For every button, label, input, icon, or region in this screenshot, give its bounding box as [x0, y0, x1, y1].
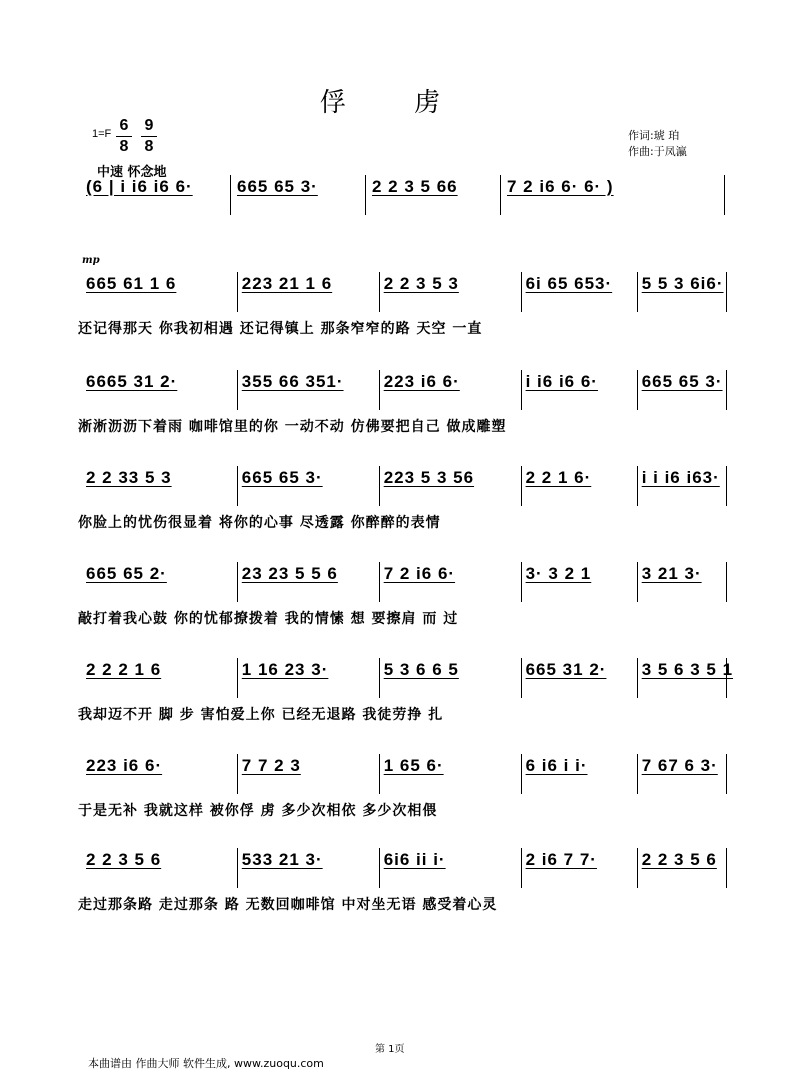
lyricist: 作词:琥 珀	[628, 129, 680, 142]
notes: (6 | i i6 i6 6·	[86, 177, 193, 196]
barline	[726, 370, 727, 410]
notes: 7 2 i6 6· 6· )	[507, 177, 614, 196]
measure	[637, 562, 727, 602]
notes: 665 31 2·	[525, 660, 607, 679]
score-system	[82, 272, 727, 312]
lyric-line: 走过那条路 走过那条 路 无数回咖啡馆 中对坐无语 感受着心灵	[78, 897, 498, 913]
notes: 3 21 3·	[641, 564, 702, 583]
score-system	[82, 370, 727, 410]
notes: 2 i6 7 7·	[525, 850, 597, 869]
notes: 23 23 5 5 6	[241, 564, 338, 583]
measure	[82, 466, 237, 506]
notes: i i6 i6 6·	[525, 372, 598, 391]
notes: 6 i6 i i·	[525, 756, 588, 775]
measure	[637, 658, 734, 698]
lyric-line: 淅淅沥沥下着雨 咖啡馆里的你 一动不动 仿佛要把自己 做成雕塑	[78, 419, 507, 435]
score-system	[82, 754, 727, 794]
measure	[379, 658, 521, 698]
notes: 665 65 3·	[641, 372, 723, 391]
lyric-line: 敲打着我心鼓 你的忧郁撩拨着 我的情愫 想 要擦肩 而 过	[78, 611, 459, 627]
measure	[637, 754, 727, 794]
measure	[521, 466, 637, 506]
notes: 1 16 23 3·	[241, 660, 329, 679]
tempo-marking: 中速 怀念地	[97, 165, 167, 180]
time-signature-2	[141, 116, 157, 157]
measure	[82, 848, 237, 888]
notes: 6i 65 653·	[525, 274, 613, 293]
lyric-line: 于是无补 我就这样 被你俘 虏 多少次相依 多少次相偎	[78, 803, 438, 819]
notes: 665 61 1 6	[86, 274, 177, 293]
notes: 665 65 2·	[86, 564, 167, 583]
measure	[82, 370, 237, 410]
measure	[237, 562, 379, 602]
composer: 作曲:于凤瀛	[628, 145, 687, 158]
measure	[379, 466, 521, 506]
measure	[82, 272, 237, 312]
measure	[82, 754, 237, 794]
notes: 2 2 3 5 3	[383, 274, 459, 293]
notes: 5 5 3 6i6·	[641, 274, 724, 293]
notes: 533 21 3·	[241, 850, 323, 869]
notes: 665 65 3·	[241, 468, 323, 487]
measure	[237, 754, 379, 794]
intro-bar	[365, 175, 500, 215]
time-signature-1	[116, 116, 132, 157]
notes: 5 3 6 6 5	[383, 660, 459, 679]
measure	[237, 370, 379, 410]
notes: 223 i6 6·	[86, 756, 163, 775]
notes: 2 2 1 6·	[525, 468, 592, 487]
measure	[379, 562, 521, 602]
notes: 223 5 3 56	[383, 468, 475, 487]
score-system	[82, 466, 727, 506]
song-title: 俘 虏	[319, 88, 471, 118]
score-system	[82, 562, 727, 602]
intro-bar	[230, 175, 365, 215]
intro-system	[80, 175, 725, 215]
notes: 355 66 351·	[241, 372, 344, 391]
notes: 2 2 33 5 3	[86, 468, 172, 487]
intro-bar	[80, 175, 230, 215]
notes: 665 65 3·	[237, 177, 318, 196]
measure	[637, 272, 727, 312]
notes: 2 2 2 1 6	[86, 660, 162, 679]
barline	[726, 272, 727, 312]
notes: 2 2 3 5 66	[372, 177, 458, 196]
notes: 3· 3 2 1	[525, 564, 592, 583]
measure	[379, 754, 521, 794]
measure	[379, 848, 521, 888]
measure	[521, 370, 637, 410]
notes: 7 67 6 3·	[641, 756, 718, 775]
measure	[237, 466, 379, 506]
lyric-line: 我却迈不开 脚 步 害怕爱上你 已经无退路 我徒劳挣 扎	[78, 707, 444, 723]
measure	[637, 370, 727, 410]
time-signature-2-bottom: 8	[144, 138, 154, 155]
measure	[521, 562, 637, 602]
barline	[726, 848, 727, 888]
notes: 3 5 6 3 5 1	[641, 660, 734, 679]
notes: 6i6 ii i·	[383, 850, 446, 869]
dynamics-marking: mp	[82, 255, 100, 266]
time-signature-2-top: 9	[141, 116, 157, 137]
lyric-line: 你脸上的忧伤很显着 将你的心事 尽透露 你醉醉的表情	[78, 515, 441, 531]
notes: i i i6 i63·	[641, 468, 720, 487]
page-number: 第 1页	[375, 1044, 405, 1055]
measure	[379, 370, 521, 410]
measure	[237, 272, 379, 312]
intro-bar	[500, 175, 725, 215]
notes: 2 2 3 5 6	[86, 850, 162, 869]
notes: 223 21 1 6	[241, 274, 333, 293]
time-signature-1-top: 6	[116, 116, 132, 137]
notes: 223 i6 6·	[383, 372, 460, 391]
credits	[628, 128, 687, 160]
measure	[237, 658, 379, 698]
measure	[521, 848, 637, 888]
notes: 7 2 i6 6·	[383, 564, 456, 583]
measure	[521, 754, 637, 794]
measure	[82, 562, 237, 602]
key-signature: 1=F	[92, 128, 112, 140]
notes: 1 65 6·	[383, 756, 444, 775]
barline	[726, 562, 727, 602]
measure	[379, 272, 521, 312]
measure	[82, 658, 237, 698]
notes: 2 2 3 5 6	[641, 850, 717, 869]
barline	[726, 754, 727, 794]
notes: 6665 31 2·	[86, 372, 178, 391]
measure	[237, 848, 379, 888]
measure	[637, 466, 727, 506]
measure	[521, 272, 637, 312]
barline	[726, 466, 727, 506]
notes: 7 7 2 3	[241, 756, 301, 775]
footer-note: 本曲谱由 作曲大师 软件生成, www.zuoqu.com	[88, 1057, 324, 1070]
lyric-line: 还记得那天 你我初相遇 还记得镇上 那条窄窄的路 天空 一直	[78, 321, 483, 337]
barline	[726, 658, 727, 698]
measure	[521, 658, 637, 698]
score-system	[82, 848, 727, 888]
measure	[637, 848, 727, 888]
score-system	[82, 658, 734, 698]
time-signature-1-bottom: 8	[119, 138, 129, 155]
